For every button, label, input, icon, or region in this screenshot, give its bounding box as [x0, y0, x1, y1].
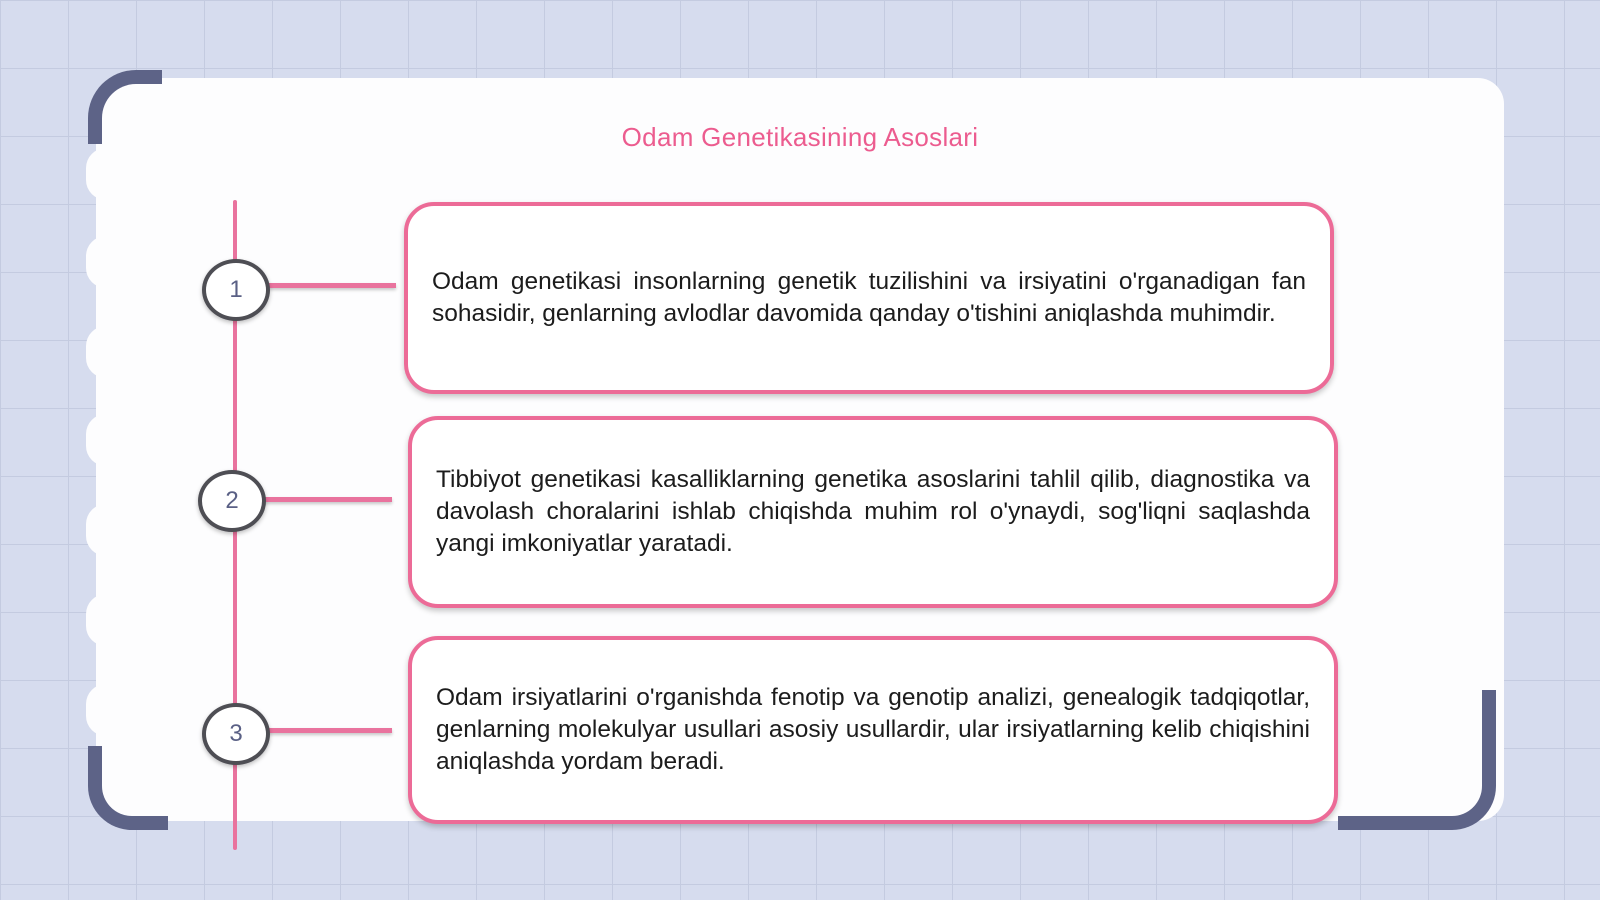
notebook-ring-bump: [86, 594, 126, 646]
notebook-ring-bump: [86, 504, 126, 556]
notebook-ring-bump: [86, 236, 126, 288]
corner-bracket-bottom-left: [88, 746, 168, 830]
content-box-3: [408, 636, 1338, 824]
timeline-node-3: 3: [202, 703, 270, 765]
notebook-ring-bump: [86, 684, 126, 736]
timeline-connector-2: [262, 497, 392, 502]
notebook-ring-bump: [86, 326, 126, 378]
timeline-connector-3: [266, 728, 392, 733]
timeline-node-1: 1: [202, 259, 270, 321]
content-box-1: [404, 202, 1334, 394]
timeline-node-2: 2: [198, 470, 266, 532]
notebook-ring-bump: [86, 148, 126, 200]
corner-bracket-bottom-right: [1338, 690, 1496, 830]
content-box-2: [408, 416, 1338, 608]
content-text-2: Tibbiyot genetikasi kasalliklarning genetika asoslarini tahlil qilib, diagnostika va davolash choralarini ishlab chiqishda muhim rol o'ynaydi, sog'liqni saqlashda yangi imkoniyatlar yaratadi.: [436, 466, 1310, 557]
content-text-3: Odam irsiyatlarini o'rganishda fenotip va genotip analizi, genealogik tadqiqotlar, genlarning molekulyar usullari asosiy usullardir, ular irsiyatlarning kelib chiqishini aniqlashda yordam beradi.: [436, 684, 1310, 775]
timeline-connector-1: [266, 283, 396, 288]
notebook-ring-bump: [86, 414, 126, 466]
slide-title: Odam Genetikasining Asoslari: [621, 122, 979, 152]
content-text-1: Odam genetikasi insonlarning genetik tuzilishini va irsiyatini o'rganadigan fan sohasidir, genlarning avlodlar davomida qanday o'tishini aniqlashda muhimdir.: [432, 268, 1306, 327]
